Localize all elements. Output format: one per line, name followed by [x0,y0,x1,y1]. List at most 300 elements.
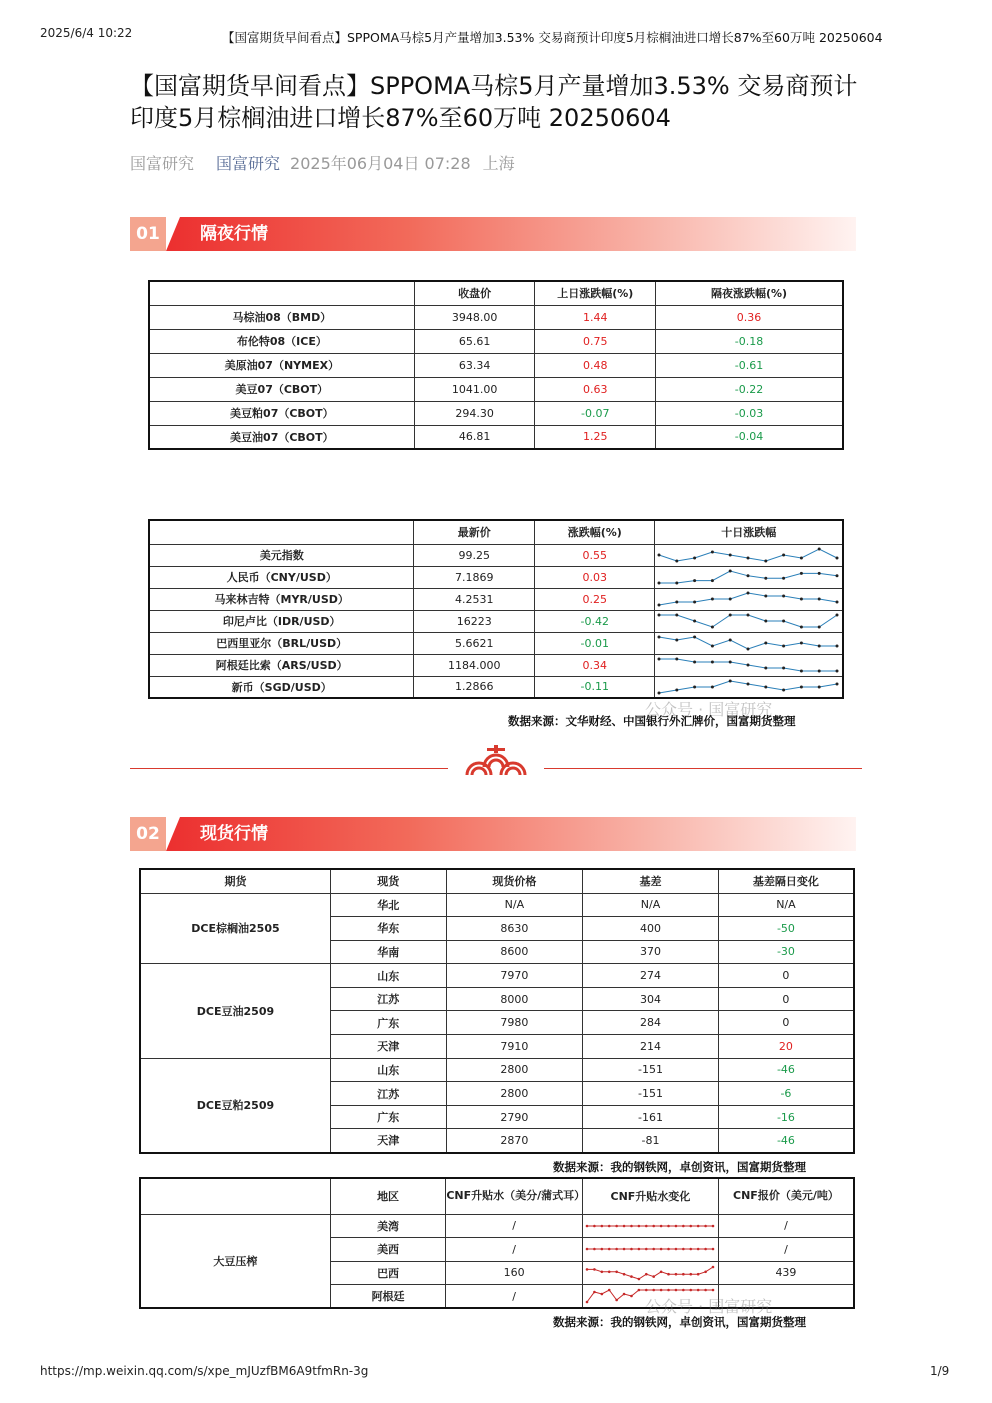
basis-change: -16 [718,1105,854,1129]
change-pct: -0.01 [535,632,655,654]
future-contract: DCE棕榈油2505 [140,893,330,964]
sparkline-point [689,1248,692,1251]
sparkline-point [765,620,768,623]
sparkline-point [652,1248,655,1251]
sparkline-point [836,682,839,685]
overnight-change: 0.36 [656,305,843,329]
sparkline-point [676,688,679,691]
overnight-change: -0.04 [656,425,843,449]
sparkline-point [765,577,768,580]
col-header: 现货价格 [446,869,583,893]
sparkline [655,611,841,631]
sparkline-point [637,1289,640,1292]
sparkline-point [747,614,750,617]
close-price: 63.34 [414,353,535,377]
prev-change: 0.75 [535,329,656,353]
sparkline-point [645,1224,648,1227]
article-meta [130,151,527,174]
sparkline-point [747,682,750,685]
latest-price: 5.6621 [414,632,535,654]
sparkline-point [836,574,839,577]
sparkline-point [593,1224,596,1227]
sparkline-point [675,1224,678,1227]
cnf-premium: / [446,1285,583,1309]
cnf-premium-trend [582,1214,718,1238]
sparkline-point [630,1224,633,1227]
sparkline-point [623,1224,626,1227]
sparkline-point [694,557,697,560]
basis-change: 0 [718,964,854,988]
basis: 274 [583,964,719,988]
divider-right [544,768,862,769]
page-number: 1/9 [930,1364,950,1378]
ten-day-trend [655,544,843,566]
basis: -151 [583,1082,719,1106]
data-source: 数据来源：我的钢铁网，卓创资讯，国富期货整理 [553,1160,806,1174]
sparkline-point [652,1275,655,1278]
sparkline-point [667,1248,670,1251]
sparkline-point [608,1248,611,1251]
cnf-premium-trend [582,1261,718,1285]
sparkline-point [729,679,732,682]
table-row [149,566,843,588]
sparkline-point [637,1224,640,1227]
sparkline-point [676,639,679,642]
sparkline-point [694,620,697,623]
sparkline-point [660,1289,663,1292]
table-row [140,964,854,988]
sparkline-point [652,1224,655,1227]
sparkline-point [818,548,821,551]
cnf-premium: / [446,1238,583,1262]
latest-price: 7.1869 [414,566,535,588]
sparkline-point [658,582,661,585]
section-number: 02 [130,817,166,851]
table-row [140,893,854,917]
table-row [140,1214,854,1238]
sparkline-point [800,642,803,645]
spot-region: 华东 [330,917,446,941]
sparkline-point [682,1273,685,1276]
table-row [149,544,843,566]
sparkline-point [729,614,732,617]
sparkline-point [630,1248,633,1251]
latest-price: 1.2866 [414,676,535,698]
sparkline-point [697,1289,700,1292]
sparkline-point [712,1265,715,1268]
crush-group: 大豆压榨 [140,1214,330,1308]
contract-name: 美豆油07（CBOT） [149,425,414,449]
close-price: 294.30 [414,401,535,425]
sparkline [655,633,841,653]
overnight-change: -0.22 [656,377,843,401]
basis-change: -50 [718,917,854,941]
sparkline-point [682,1248,685,1251]
sparkline-point [586,1301,589,1304]
sparkline-point [658,691,661,694]
sparkline-point [836,601,839,604]
ten-day-trend [655,610,843,632]
sparkline-point [623,1248,626,1251]
print-datetime: 2025/6/4 10:22 [40,26,133,40]
spot-price: 2800 [446,1082,583,1106]
col-header: 最新价 [414,520,535,544]
seal-wave-icon [463,745,529,777]
sparkline [655,677,841,697]
sparkline-point [765,560,768,563]
sparkline [583,1263,717,1283]
sparkline-point [593,1268,596,1271]
table-row [149,610,843,632]
prev-change: 1.44 [535,305,656,329]
sparkline-point [747,574,750,577]
sparkline-point [694,636,697,639]
sparkline-point [729,661,732,664]
sparkline-point [711,598,714,601]
sparkline-point [783,645,786,648]
sparkline-line [659,637,837,649]
spot-table [139,868,855,1154]
sparkline-point [615,1270,618,1273]
cnf-quote: / [718,1214,854,1238]
currency-name: 马来林吉特（MYR/USD） [149,588,414,610]
sparkline-point [689,1224,692,1227]
sparkline-point [765,642,768,645]
col-header: 现货 [330,869,446,893]
table-row [149,305,843,329]
basis-change: -30 [718,940,854,964]
col-header: CNF升贴水变化 [582,1178,718,1214]
prev-change: 0.48 [535,353,656,377]
sparkline-point [675,1289,678,1292]
spot-region: 江苏 [330,1082,446,1106]
section-number: 01 [130,217,166,251]
print-title: 【国富期货早间看点】SPPOMA马棕5月产量增加3.53% 交易商预计印度5月棕榈油进口增长87%至60万吨 20250604 [222,30,883,45]
spot-price: 8630 [446,917,583,941]
sparkline-point [704,1248,707,1251]
col-header: 期货 [140,869,330,893]
cnf-quote: 439 [718,1261,854,1285]
ten-day-trend [655,632,843,654]
basis: 284 [583,1011,719,1035]
sparkline [583,1239,717,1259]
close-price: 65.61 [414,329,535,353]
ten-day-trend [655,654,843,676]
latest-price: 1184.000 [414,654,535,676]
table-row [149,353,843,377]
latest-price: 16223 [414,610,535,632]
sparkline-point [615,1224,618,1227]
table-row [149,654,843,676]
sparkline-point [712,1224,715,1227]
col-header: 基差隔日变化 [718,869,854,893]
col-header [140,1178,330,1214]
spot-price: 8000 [446,987,583,1011]
basis-change: -6 [718,1082,854,1106]
sparkline-point [747,648,750,651]
basis: -81 [583,1129,719,1153]
sparkline-point [704,1224,707,1227]
ten-day-trend [655,588,843,610]
currency-name: 巴西里亚尔（BRL/USD） [149,632,414,654]
sparkline-point [818,645,821,648]
sparkline-point [689,1289,692,1292]
spot-price: 2790 [446,1105,583,1129]
change-pct: 0.34 [535,654,655,676]
sparkline-point [667,1224,670,1227]
sparkline-point [652,1289,655,1292]
sparkline-point [615,1248,618,1251]
page-url[interactable]: https://mp.weixin.qq.com/s/xpe_mJUzfBM6A9tfmRn-3g [40,1364,369,1378]
sparkline [583,1216,717,1236]
data-source: 数据来源：我的钢铁网，卓创资讯，国富期货整理 [553,1315,806,1329]
section-label: 现货行情 [200,824,268,844]
overnight-change: -0.61 [656,353,843,377]
sparkline-point [682,1224,685,1227]
sparkline-point [818,685,821,688]
spot-region: 天津 [330,1129,446,1153]
sparkline-point [658,636,661,639]
basis: 304 [583,987,719,1011]
fx-table [148,519,844,699]
table-row [140,1058,854,1082]
spot-price: 2870 [446,1129,583,1153]
col-header: 十日涨跌幅 [655,520,843,544]
sparkline-point [697,1273,700,1276]
cnf-table [139,1177,855,1309]
sparkline-point [729,554,732,557]
currency-name: 印尼卢比（IDR/USD） [149,610,414,632]
sparkline-point [711,661,714,664]
sparkline-line [587,1267,713,1279]
basis: 400 [583,917,719,941]
sparkline-point [658,604,661,607]
sparkline-point [676,614,679,617]
sparkline-point [586,1224,589,1227]
future-contract: DCE豆油2509 [140,964,330,1058]
sparkline-point [600,1224,603,1227]
sparkline-point [800,626,803,629]
sparkline-point [676,601,679,604]
sparkline-point [712,1248,715,1251]
sparkline-point [645,1273,648,1276]
sparkline-point [608,1289,611,1292]
sparkline-point [711,551,714,554]
sparkline-point [694,685,697,688]
spot-region: 江苏 [330,987,446,1011]
section-header-overnight [130,217,856,251]
contract-name: 布伦特08（ICE） [149,329,414,353]
basis-change: -46 [718,1058,854,1082]
sparkline-point [818,598,821,601]
basis: 370 [583,940,719,964]
sparkline-point [729,639,732,642]
spot-price: 8600 [446,940,583,964]
publish-date: 2025年06月04日 07:28 [290,154,471,173]
sparkline-point [660,1270,663,1273]
sparkline-point [783,620,786,623]
basis: 214 [583,1035,719,1059]
currency-name: 美元指数 [149,544,414,566]
overnight-change: -0.18 [656,329,843,353]
sparkline-point [615,1299,618,1302]
sparkline-point [818,626,821,629]
sparkline-point [704,1270,707,1273]
sparkline-point [729,598,732,601]
sparkline-point [667,1273,670,1276]
latest-price: 4.2531 [414,588,535,610]
spot-region: 山东 [330,964,446,988]
divider-left [130,768,448,769]
location: 上海 [482,154,515,173]
contract-name: 美豆07（CBOT） [149,377,414,401]
change-pct: 0.25 [535,588,655,610]
change-pct: 0.03 [535,566,655,588]
account-link[interactable]: 国富研究 [216,154,281,173]
spot-region: 华北 [330,893,446,917]
col-header: 基差 [583,869,719,893]
article-title: 【国富期货早间看点】SPPOMA马棕5月产量增加3.53% 交易商预计印度5月棕榈油进口增长87%至60万吨 20250604 [130,72,858,132]
basis-change: 20 [718,1035,854,1059]
sparkline-point [676,560,679,563]
change-pct: -0.42 [535,610,655,632]
latest-price: 99.25 [414,544,535,566]
future-contract: DCE豆粕2509 [140,1058,330,1152]
sparkline-point [711,645,714,648]
watermark: 公众号 · 国富研究 [645,700,773,719]
sparkline-point [675,1248,678,1251]
sparkline-line [659,615,837,627]
col-header [149,520,414,544]
author: 国富研究 [130,154,195,173]
sparkline-point [747,592,750,595]
basis-change: -46 [718,1129,854,1153]
table-row [149,588,843,610]
section-label: 隔夜行情 [200,224,268,244]
sparkline-point [608,1224,611,1227]
sparkline-point [676,658,679,661]
sparkline-point [600,1293,603,1296]
change-pct: 0.55 [535,544,655,566]
sparkline-point [729,570,732,573]
basis-change: 0 [718,1011,854,1035]
sparkline [655,567,841,587]
spot-region: 天津 [330,1035,446,1059]
sparkline-point [645,1289,648,1292]
sparkline-point [600,1248,603,1251]
sparkline-point [658,658,661,661]
cnf-premium: 160 [446,1261,583,1285]
currency-name: 阿根廷比索（ARS/USD） [149,654,414,676]
region: 美湾 [330,1214,446,1238]
cnf-quote: / [718,1238,854,1262]
col-header: 涨跌幅(%) [535,520,655,544]
sparkline-point [593,1248,596,1251]
sparkline-point [800,685,803,688]
table-row [149,377,843,401]
sparkline-point [682,1289,685,1292]
table-row [149,329,843,353]
col-header: 上日涨跌幅(%) [535,281,656,305]
sparkline-point [765,595,768,598]
sparkline-point [593,1291,596,1294]
sparkline-point [711,685,714,688]
overnight-change: -0.03 [656,401,843,425]
sparkline-point [658,614,661,617]
sparkline-point [836,645,839,648]
ten-day-trend [655,566,843,588]
basis: N/A [583,893,719,917]
basis: -151 [583,1058,719,1082]
sparkline-point [800,557,803,560]
sparkline-point [637,1277,640,1280]
currency-name: 新币（SGD/USD） [149,676,414,698]
sparkline-point [637,1248,640,1251]
spot-price: 7970 [446,964,583,988]
col-header [149,281,414,305]
prev-change: -0.07 [535,401,656,425]
sparkline-point [697,1224,700,1227]
col-header: 收盘价 [414,281,535,305]
sparkline-point [765,685,768,688]
col-header: CNF报价（美元/吨） [718,1178,854,1214]
sparkline-point [836,614,839,617]
basis-change: N/A [718,893,854,917]
basis: -161 [583,1105,719,1129]
region: 阿根廷 [330,1285,446,1309]
sparkline-point [783,688,786,691]
currency-name: 人民币（CNY/USD） [149,566,414,588]
sparkline-point [645,1248,648,1251]
spot-region: 广东 [330,1105,446,1129]
sparkline-point [658,554,661,557]
sparkline-point [712,1289,715,1292]
futures-table [148,280,844,450]
ten-day-trend [655,676,843,698]
contract-name: 美豆粕07（CBOT） [149,401,414,425]
sparkline-point [818,572,821,575]
col-header: 隔夜涨跌幅(%) [656,281,843,305]
sparkline-point [586,1268,589,1271]
cnf-premium: / [446,1214,583,1238]
sparkline-point [711,579,714,582]
table-row [149,676,843,698]
sparkline-point [747,557,750,560]
prev-change: 0.63 [535,377,656,401]
sparkline-point [675,1273,678,1276]
spot-region: 广东 [330,1011,446,1035]
table-row [149,401,843,425]
sparkline-point [783,595,786,598]
sparkline-line [659,593,837,605]
sparkline-point [765,667,768,670]
change-pct: -0.11 [535,676,655,698]
spot-price: 7910 [446,1035,583,1059]
sparkline [655,655,841,675]
region: 巴西 [330,1261,446,1285]
watermark: 公众号 · 国富研究 [645,1297,773,1316]
sparkline-point [800,670,803,673]
sparkline-point [586,1248,589,1251]
sparkline-point [667,1289,670,1292]
spot-price: 2800 [446,1058,583,1082]
close-price: 46.81 [414,425,535,449]
sparkline-point [800,572,803,575]
region: 美西 [330,1238,446,1262]
sparkline-point [623,1293,626,1296]
sparkline-point [689,1273,692,1276]
sparkline-point [836,670,839,673]
